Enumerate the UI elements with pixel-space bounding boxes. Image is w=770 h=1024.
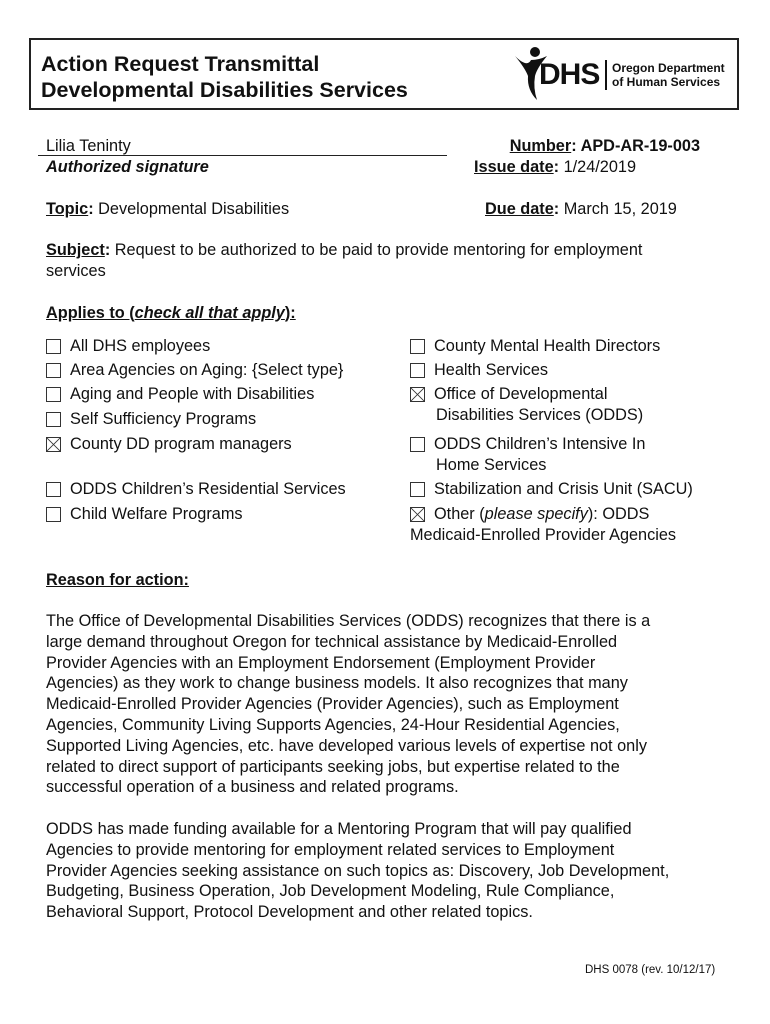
checkbox-label: All DHS employees: [70, 337, 211, 355]
checkbox-label-cont: Disabilities Services (ODDS): [436, 406, 644, 424]
checkbox-right-3[interactable]: [410, 437, 425, 452]
checkbox-label: Self Sufficiency Programs: [70, 410, 257, 428]
paragraph-line: Budgeting, Business Operation, Job Development Modeling, Rule Compliance,: [46, 882, 615, 901]
checkbox-label: Child Welfare Programs: [70, 505, 243, 523]
checkbox-label-cont: Medicaid-Enrolled Provider Agencies: [410, 526, 677, 544]
checkbox-left-6[interactable]: [46, 507, 61, 522]
header-box: [29, 38, 739, 110]
paragraph-line: Behavioral Support, Protocol Development and other related topics.: [46, 903, 533, 922]
paragraph-line: ODDS has made funding available for a Mentoring Program that will pay qualified: [46, 820, 632, 838]
due-date-field: Due date: March 15, 2019: [485, 200, 677, 218]
checkbox-right-2[interactable]: [410, 387, 425, 402]
paragraph-line: related to direct support of participants seeking jobs, but expertise related to the: [46, 757, 620, 776]
checkbox-label: County Mental Health Directors: [434, 337, 661, 355]
checkbox-label: Office of Developmental: [434, 385, 608, 403]
paragraph-line: successful operation of a business and related programs.: [46, 778, 459, 797]
checkbox-left-0[interactable]: [46, 339, 61, 354]
checkbox-label: ODDS Children’s Intensive In: [434, 435, 646, 453]
checkbox-left-3[interactable]: [46, 412, 61, 427]
checkbox-label: Area Agencies on Aging: {Select type}: [70, 361, 344, 379]
number-field: Number: APD-AR-19-003: [509, 137, 700, 155]
checkbox-label: Health Services: [434, 361, 549, 379]
checkbox-label: ODDS Children’s Residential Services: [70, 480, 346, 498]
paragraph-line: Agencies to provide mentoring for employment related services to Employment: [46, 840, 615, 859]
subject-line2: services: [46, 262, 106, 280]
doc-title: Action Request Transmittal: [41, 52, 320, 76]
checkbox-left-2[interactable]: [46, 387, 61, 402]
reason-heading: Reason for action:: [46, 571, 189, 589]
checkbox-label: County DD program managers: [70, 435, 292, 453]
subject-line1: Subject: Request to be authorized to be paid to provide mentoring for employment: [46, 241, 643, 259]
paragraph-line: Supported Living Agencies, etc. have developed various levels of expertise not only: [46, 736, 647, 755]
checkbox-right-0[interactable]: [410, 339, 425, 354]
dhs-logo: [513, 48, 728, 100]
checkbox-left-1[interactable]: [46, 363, 61, 378]
logo-text: DHS: [539, 58, 600, 91]
form-id: DHS 0078 (rev. 10/12/17): [585, 964, 716, 976]
paragraph-line: large demand throughout Oregon for technical assistance by Medicaid-Enrolled: [46, 632, 618, 651]
paragraph-line: Agencies) as they work to change business models. It also recognizes that many: [46, 674, 628, 693]
paragraph-line: Provider Agencies seeking assistance on such topics as: Discovery, Job Development,: [46, 861, 670, 880]
applies-heading: Applies to (check all that apply):: [46, 304, 296, 322]
paragraph-line: The Office of Developmental Disabilities Services (ODDS) recognizes that there is a: [46, 612, 651, 630]
checkbox-label: Aging and People with Disabilities: [70, 385, 315, 403]
checkbox-right-4[interactable]: [410, 482, 425, 497]
checkbox-label-cont: Home Services: [436, 456, 547, 474]
checkbox-left-5[interactable]: [46, 482, 61, 497]
paragraph-line: Provider Agencies with an Employment Endorsement (Employment Provider: [46, 653, 596, 672]
signature-line: [38, 155, 447, 156]
checkbox-label: Stabilization and Crisis Unit (SACU): [434, 480, 693, 498]
logo-org-1: Oregon Department: [612, 61, 725, 75]
doc-subtitle: Developmental Disabilities Services: [41, 78, 408, 102]
issue-date-field: Issue date: 1/24/2019: [474, 158, 637, 176]
signature-name: Lilia Teninty: [46, 137, 131, 155]
paragraph-line: Medicaid-Enrolled Provider Agencies (Provider Agencies), such as Employment: [46, 695, 619, 714]
logo-org-2: of Human Services: [612, 75, 721, 89]
paragraph-line: Agencies, Community Living Supports Agencies, 24-Hour Residential Agencies,: [46, 716, 620, 734]
checkbox-label: Other (please specify): ODDS: [434, 505, 650, 523]
checkbox-right-5[interactable]: [410, 507, 425, 522]
checkbox-left-4[interactable]: [46, 437, 61, 452]
checkbox-right-1[interactable]: [410, 363, 425, 378]
topic-field: Topic: Developmental Disabilities: [46, 200, 290, 218]
signature-label: Authorized signature: [46, 158, 209, 176]
